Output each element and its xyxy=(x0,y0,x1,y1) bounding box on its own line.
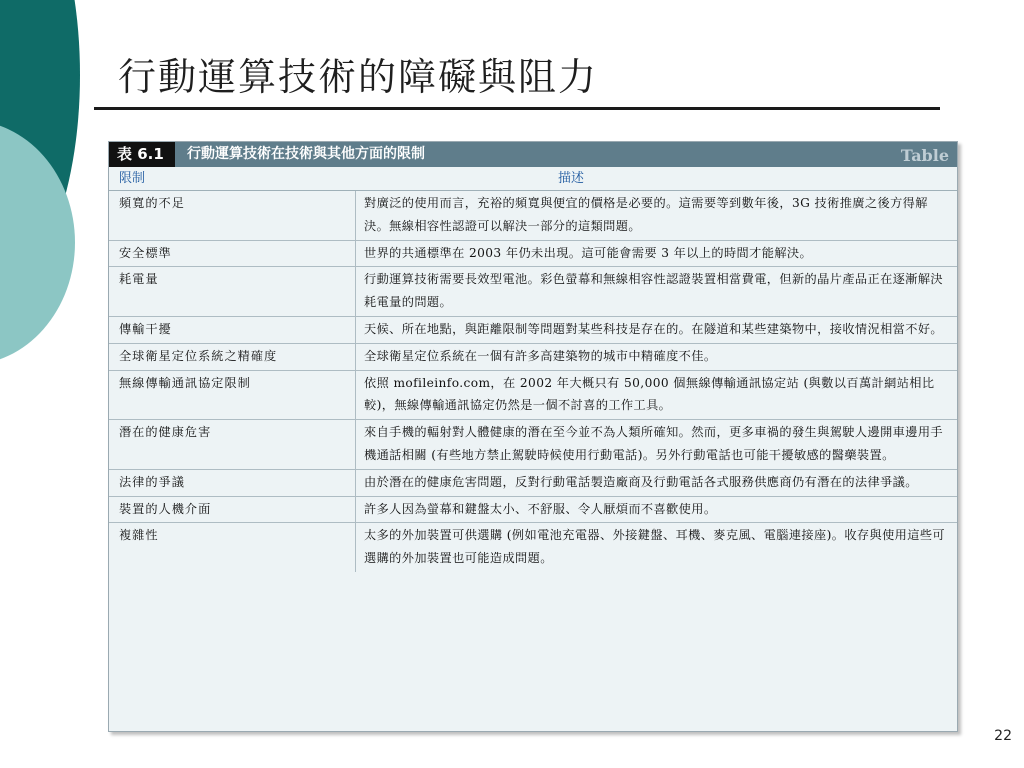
table-header-row xyxy=(109,167,957,191)
table-row xyxy=(109,470,957,497)
table-row xyxy=(109,420,957,470)
row-description: 行動運算技術需要長效型電池。彩色螢幕和無線相容性認證裝置相當費電，但新的晶片產品正在逐漸解決耗電量的問題。 xyxy=(355,267,957,316)
row-limit: 裝置的人機介面 xyxy=(119,501,212,516)
row-limit: 潛在的健康危害 xyxy=(119,425,212,440)
table-row xyxy=(109,317,957,344)
table-row xyxy=(109,344,957,371)
table-row xyxy=(109,497,957,524)
row-description: 天候、所在地點，與距離限制等問題對某些科技是存在的。在隧道和某些建築物中，接收情況相當不好。 xyxy=(355,317,957,343)
row-limit: 安全標準 xyxy=(119,245,172,260)
table-row xyxy=(109,191,957,241)
header-limit: 限制 xyxy=(119,171,146,186)
row-limit: 頻寬的不足 xyxy=(119,196,185,210)
row-description: 來自手機的輻射對人體健康的潛在至今並不為人類所確知。然而，更多車禍的發生與駕駛人邊開車邊用手機通話相關 (有些地方禁止駕駛時候使用行動電話)。另外行動電話也可能干擾敏感的醫藥裝置。 xyxy=(355,420,957,469)
page-number: 22 xyxy=(994,728,1012,744)
table-caption-bar xyxy=(109,142,957,167)
row-description: 依照 mofileinfo.com，在 2002 年大概只有 50,000 個無線傳輸通訊協定站 (與數以百萬計網站相比較)，無線傳輸通訊協定仍然是一個不討喜的工作工具。 xyxy=(355,371,957,420)
table-caption-title: 行動運算技術在技術與其他方面的限制 xyxy=(187,146,425,162)
table-row xyxy=(109,371,957,421)
row-description: 對廣泛的使用而言，充裕的頻寬與便宜的價格是必要的。這需要等到數年後，3G 技術推廣之後方得解決。無線相容性認證可以解決一部分的這類問題。 xyxy=(355,191,957,240)
table-6-1 xyxy=(108,141,958,732)
row-limit: 傳輸干擾 xyxy=(119,321,172,336)
table-caption-number: 表 6.1 xyxy=(109,142,175,167)
header-description: 描述 xyxy=(557,171,584,186)
row-description: 許多人因為螢幕和鍵盤太小、不舒服、令人厭煩而不喜歡使用。 xyxy=(355,497,957,523)
title-underline xyxy=(94,107,940,110)
row-limit: 無線傳輸通訊協定限制 xyxy=(119,375,251,390)
table-row xyxy=(109,523,957,572)
table-row xyxy=(109,241,957,268)
slide-title: 行動運算技術的障礙與阻力 xyxy=(118,55,599,99)
row-limit: 複雜性 xyxy=(119,528,159,543)
row-description: 由於潛在的健康危害問題，反對行動電話製造廠商及行動電話各式服務供應商仍有潛在的法律爭議。 xyxy=(355,470,957,496)
row-description: 太多的外加裝置可供選購 (例如電池充電器、外接鍵盤、耳機、麥克風、電腦連接座)。收存與使用這些可選購的外加裝置也可能造成問題。 xyxy=(355,523,957,572)
row-limit: 法律的爭議 xyxy=(119,474,185,489)
table-row xyxy=(109,267,957,317)
row-description: 世界的共通標準在 2003 年仍未出現。這可能會需要 3 年以上的時間才能解決。 xyxy=(355,241,957,267)
table-caption-word: Table xyxy=(900,146,949,165)
row-limit: 全球衛星定位系統之精確度 xyxy=(119,348,278,363)
row-description: 全球衛星定位系統在一個有許多高建築物的城市中精確度不佳。 xyxy=(355,344,957,370)
row-limit: 耗電量 xyxy=(119,272,159,287)
